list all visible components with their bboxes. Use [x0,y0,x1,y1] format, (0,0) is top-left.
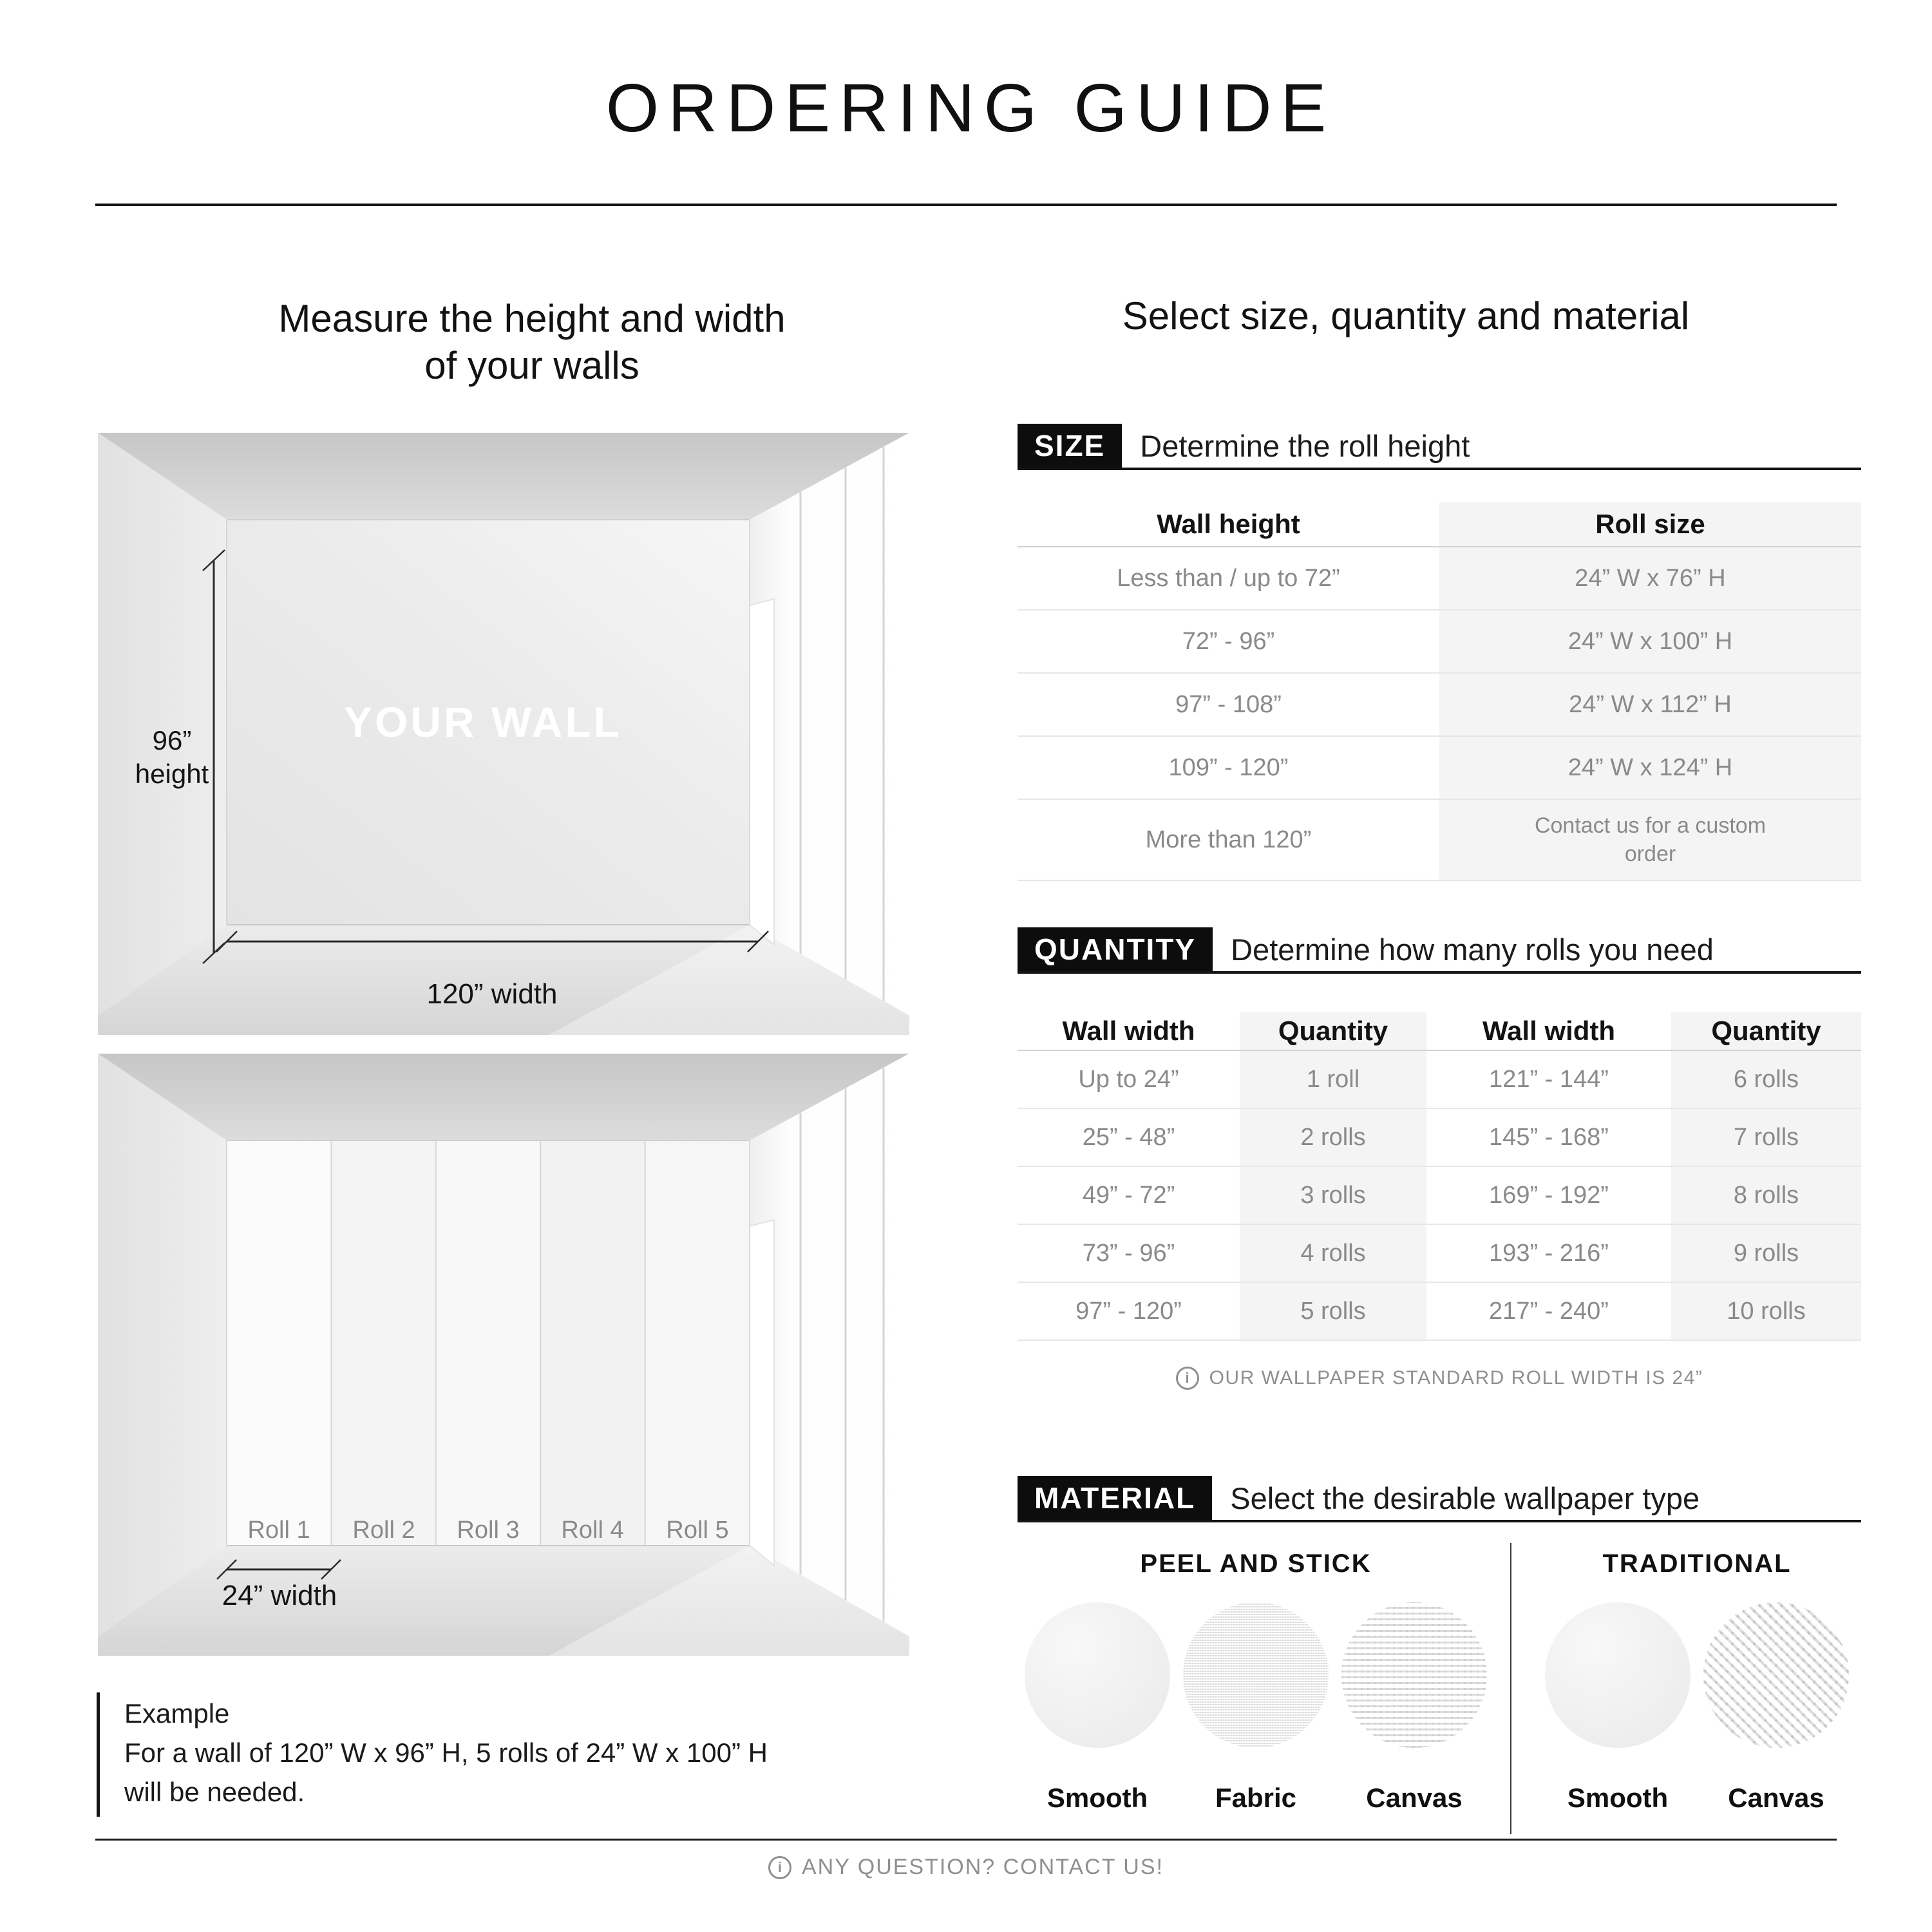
roll-label-3: Roll 3 [457,1517,520,1544]
left-column-heading [97,295,967,389]
wall-width-value: 97” - 120” [1075,1297,1182,1325]
roll-label-4: Roll 4 [561,1517,624,1544]
room-measure-drawing [98,433,909,1035]
material-group-traditional [1533,1549,1861,1814]
example-line2: will be needed. [124,1777,305,1807]
swatch-label-fabric: Fabric [1215,1783,1297,1813]
wall-width-value: 49” - 72” [1082,1181,1175,1209]
quantity-value: 10 rolls [1671,1283,1861,1340]
room-illustration-measure [98,433,909,1035]
size-section-header [1018,424,1861,470]
quantity-value: 1 roll [1240,1051,1426,1108]
roll-label-2: Roll 2 [352,1517,415,1544]
quantity-subtitle: Determine how many rolls you need [1231,932,1714,967]
wall-height-value: 72” - 96” [1182,627,1275,655]
room-rolls-drawing [98,1054,909,1656]
smooth-texture-swatch [1545,1602,1690,1748]
wall-width-value: Up to 24” [1078,1065,1179,1093]
swatch-label-smooth: Smooth [1046,1783,1148,1813]
quantity-table [1018,1012,1861,1341]
peel-and-stick-swatches [1018,1602,1494,1814]
left-wall [98,1054,227,1636]
roll-size-value: 24” W x 124” H [1439,737,1861,799]
left-heading-line2: of your walls [424,344,639,387]
size-table [1018,502,1861,881]
swatch-smooth-traditional [1545,1602,1690,1814]
size-table-row [1018,547,1861,611]
quantity-value: 8 rolls [1671,1167,1861,1224]
swatch-label-canvas: Canvas [1728,1783,1824,1813]
material-spacer [1494,1549,1533,1814]
quantity-value: 2 rolls [1240,1109,1426,1166]
smooth-texture-swatch [1025,1602,1170,1748]
size-subtitle: Determine the roll height [1140,428,1470,463]
height-word-label: height [135,759,209,789]
qty-col-quantity-1: Quantity [1240,1012,1426,1050]
wall-height-value: More than 120” [1145,826,1312,853]
canvas-texture-swatch [1703,1602,1849,1748]
wall-width-value: 25” - 48” [1082,1123,1175,1151]
quantity-section [1018,927,1861,1390]
quantity-section-header [1018,927,1861,974]
page-title: ORDERING GUIDE [605,70,1336,146]
window-jamb [750,1220,774,1566]
wall-width-value: 169” - 192” [1489,1181,1609,1209]
header-divider [95,204,1837,206]
wall-width-value: 193” - 216” [1489,1239,1609,1267]
swatch-fabric [1183,1602,1329,1814]
quantity-table-row [1018,1051,1861,1109]
quantity-value: 6 rolls [1671,1051,1861,1108]
swatch-label-smooth: Smooth [1567,1783,1669,1813]
size-table-row [1018,737,1861,800]
roll-strip-4 [540,1141,645,1546]
material-section-header [1018,1476,1861,1522]
quantity-value: 7 rolls [1671,1109,1861,1166]
quantity-value: 5 rolls [1240,1283,1426,1340]
roll-size-value: 24” W x 112” H [1439,674,1861,735]
quantity-table-row [1018,1225,1861,1283]
roll-strip-1 [227,1141,331,1546]
right-column-heading: Select size, quantity and material [1122,294,1690,337]
swatch-label-canvas: Canvas [1366,1783,1463,1813]
wall-height-value: 109” - 120” [1168,753,1289,781]
width-label: 120” width [426,978,558,1010]
quantity-value: 4 rolls [1240,1225,1426,1282]
roll-size-value: 24” W x 100” H [1439,611,1861,672]
swatch-canvas-traditional [1703,1602,1849,1814]
size-section [1018,424,1861,881]
size-table-row [1018,611,1861,674]
roll-label-1: Roll 1 [247,1517,310,1544]
quantity-badge: QUANTITY [1018,927,1213,971]
quantity-table-header-row [1018,1012,1861,1051]
quantity-value: 9 rolls [1671,1225,1861,1282]
qty-col-quantity-2: Quantity [1671,1012,1861,1050]
room-illustration-rolls [98,1054,909,1656]
roll-width-note-text: OUR WALLPAPER STANDARD ROLL WIDTH IS 24” [1209,1367,1703,1388]
traditional-title: TRADITIONAL [1602,1549,1792,1578]
traditional-swatches [1533,1602,1861,1814]
qty-col-wall-width-1: Wall width [1062,1016,1195,1046]
quantity-value: 3 rolls [1240,1167,1426,1224]
roll-strip-3 [436,1141,540,1546]
example-block [97,1692,974,1817]
footer-text: ANY QUESTION? CONTACT US! [802,1855,1164,1879]
qty-col-wall-width-2: Wall width [1482,1016,1616,1046]
size-table-row [1018,674,1861,737]
wall-height-value: Less than / up to 72” [1117,564,1340,592]
quantity-table-row [1018,1109,1861,1167]
roll-label-5: Roll 5 [666,1517,729,1544]
left-wall [98,433,227,1016]
footer-divider [95,1839,1837,1841]
peel-and-stick-title: PEEL AND STICK [1140,1549,1372,1578]
window-jamb [750,599,774,945]
wall-width-value: 145” - 168” [1489,1123,1609,1151]
fabric-texture-swatch [1183,1602,1329,1748]
swatch-canvas [1341,1602,1487,1814]
swatch-smooth [1025,1602,1170,1814]
info-icon [1176,1367,1199,1390]
material-section [1018,1476,1861,1814]
size-table-row [1018,800,1861,881]
size-col-wall-height: Wall height [1157,509,1300,539]
material-badge: MATERIAL [1018,1476,1212,1520]
example-title: Example [124,1698,230,1728]
material-groups [1018,1549,1861,1814]
wall-width-value: 121” - 144” [1489,1065,1609,1093]
quantity-table-row [1018,1167,1861,1225]
roll-size-value: 24” W x 76” H [1439,547,1861,609]
roll-width-note [1018,1367,1861,1390]
material-subtitle: Select the desirable wallpaper type [1230,1481,1700,1515]
info-icon [768,1856,791,1879]
height-value-label: 96” [152,725,192,755]
size-badge: SIZE [1018,424,1122,468]
canvas-texture-swatch [1341,1602,1487,1748]
left-heading-line1: Measure the height and width [278,297,786,340]
size-col-roll-size: Roll size [1439,502,1861,546]
roll-size-value: Contact us for a custom order [1439,800,1861,880]
wall-height-value: 97” - 108” [1175,690,1282,718]
material-group-peel-and-stick [1018,1549,1494,1814]
footer [0,1855,1932,1880]
roll-strip-5 [645,1141,750,1546]
wall-width-value: 217” - 240” [1489,1297,1609,1325]
size-table-header-row [1018,502,1861,547]
quantity-table-row [1018,1283,1861,1341]
roll-strip-2 [331,1141,435,1546]
wall-label: YOUR WALL [344,698,622,746]
wall-width-value: 73” - 96” [1082,1239,1175,1267]
example-line1: For a wall of 120” W x 96” H, 5 rolls of 24” W x 100” H [124,1738,768,1768]
roll-width-label: 24” width [222,1580,337,1611]
